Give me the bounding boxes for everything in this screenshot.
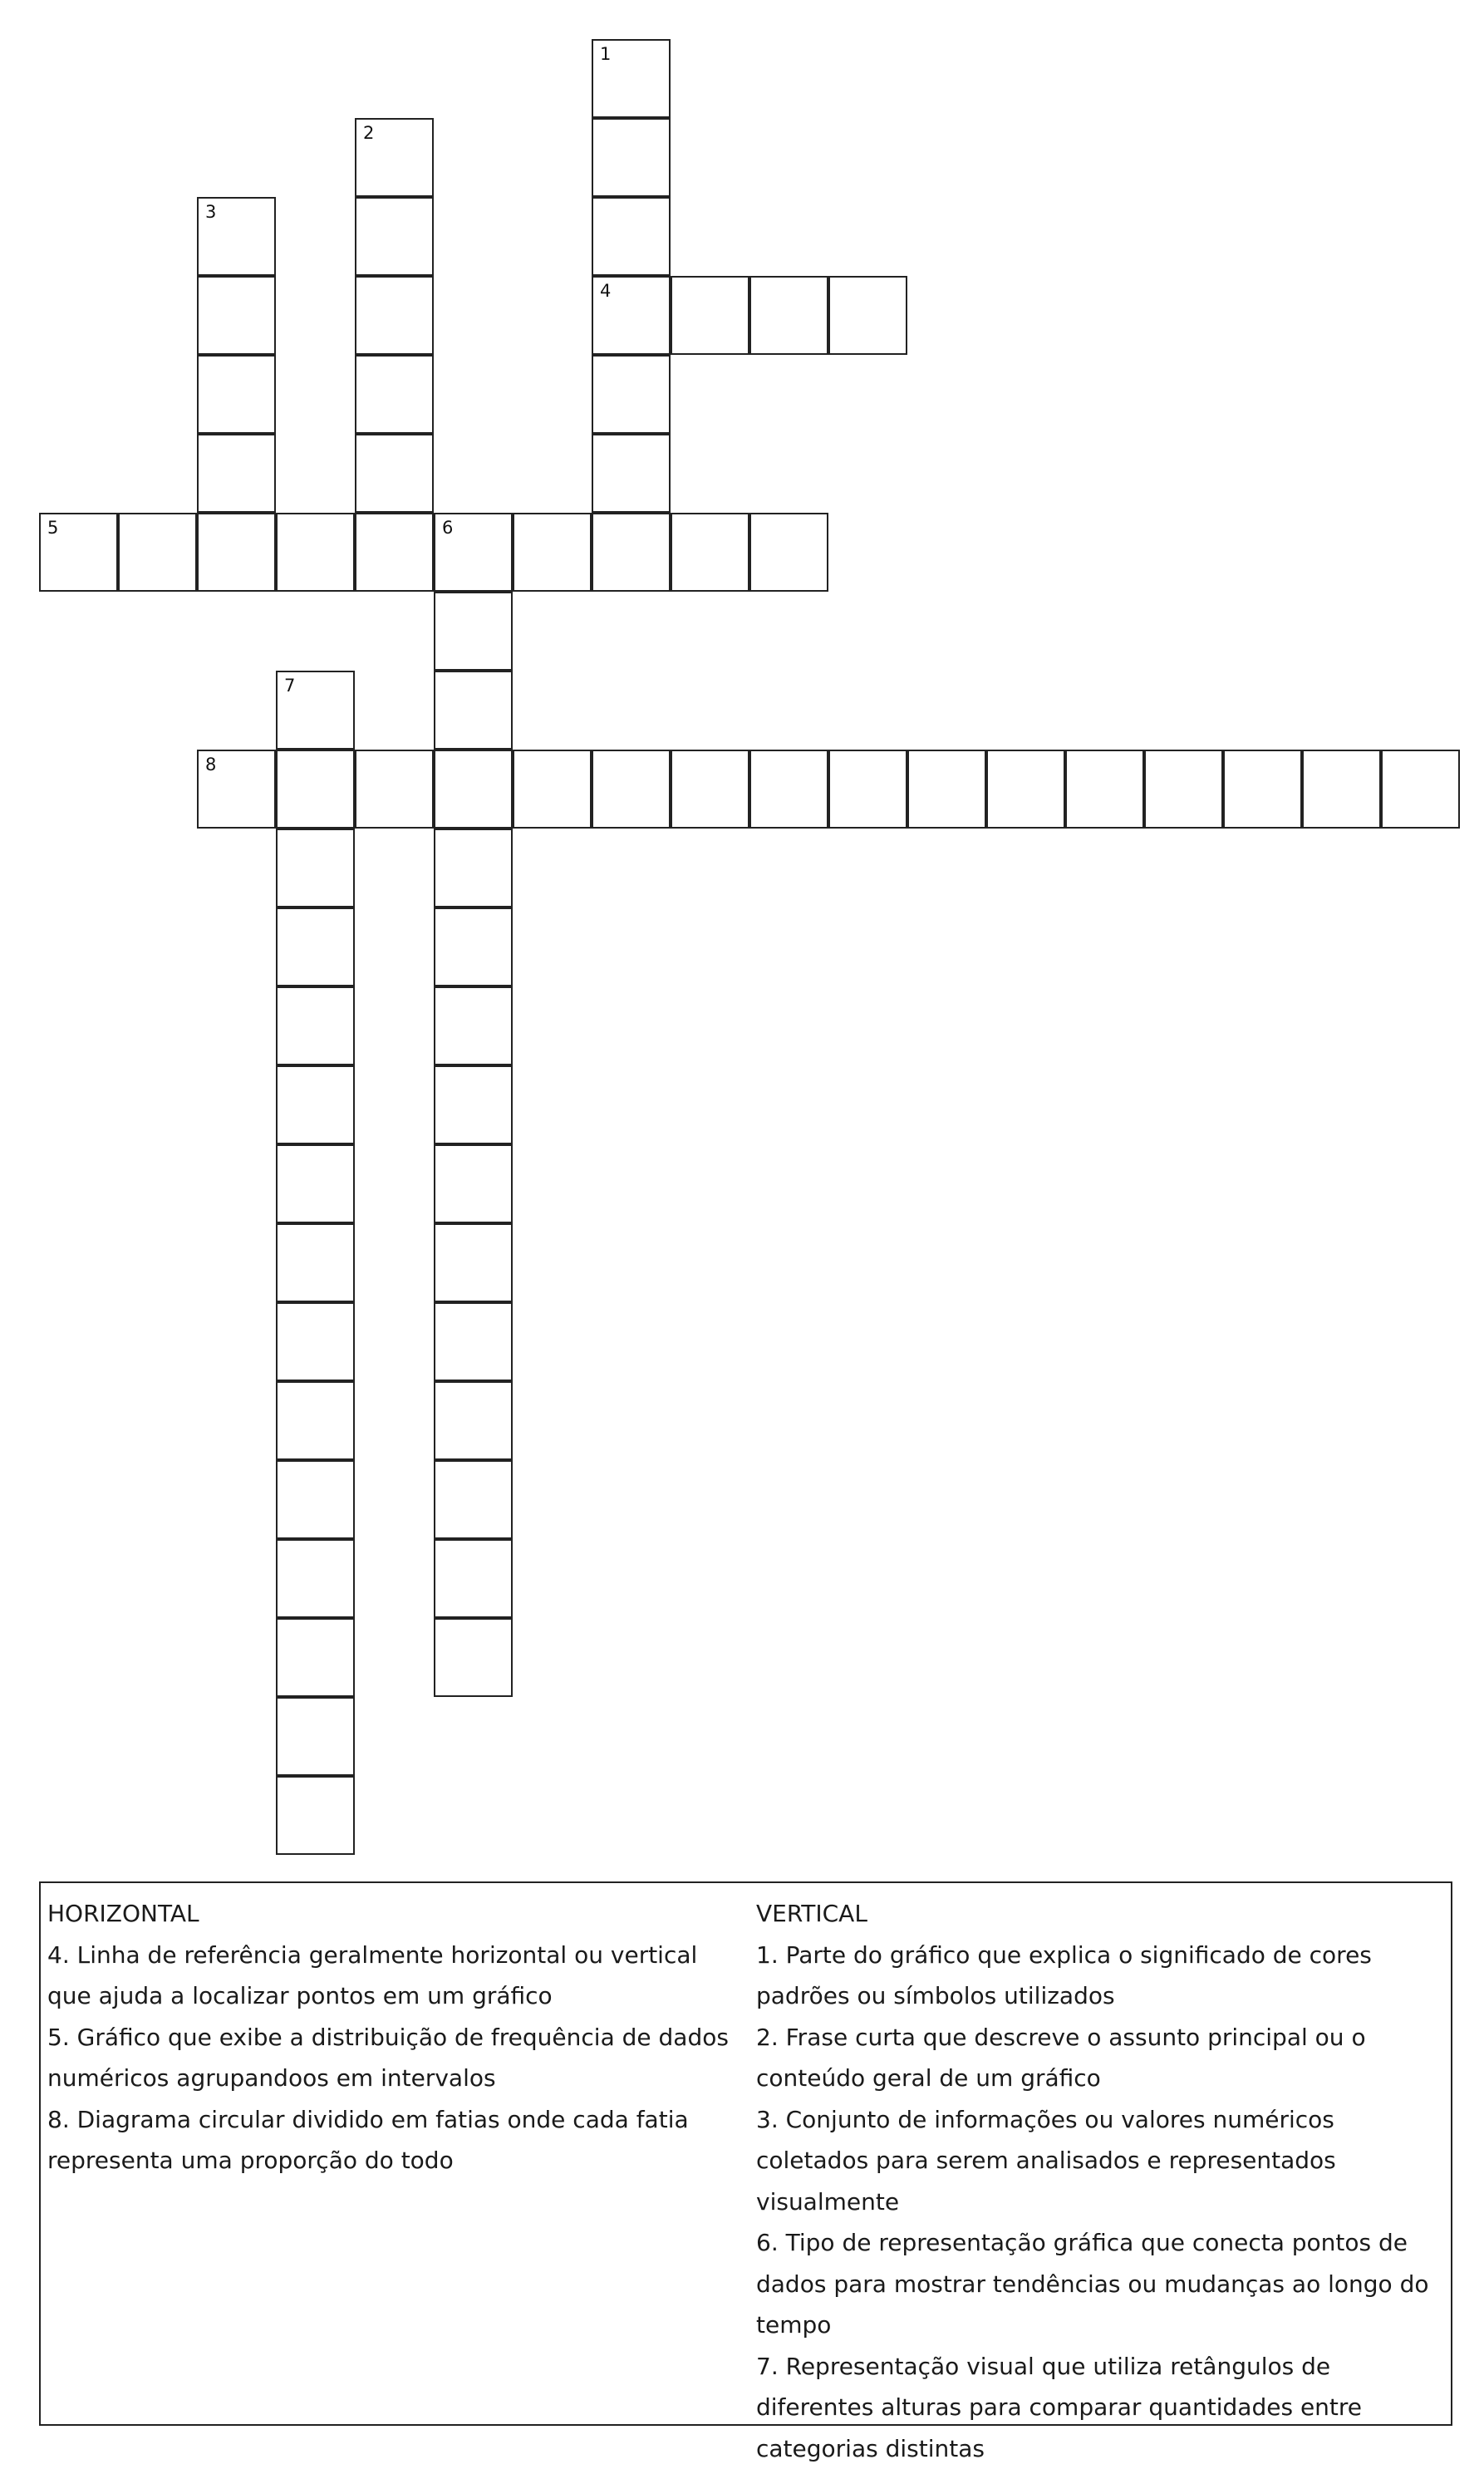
crossword-cell[interactable] bbox=[513, 750, 592, 829]
crossword-cell[interactable] bbox=[434, 1223, 513, 1302]
clue-6-down: 6. Tipo de representação gráfica que conecta pontos de dados para mostrar tendências ou mudanças ao longo do tempo bbox=[756, 2222, 1446, 2346]
clue-5-across: 5. Gráfico que exibe a distribuição de frequência de dados numéricos agrupandoos em intervalos bbox=[47, 2017, 745, 2099]
clue-number: 3 bbox=[205, 204, 216, 221]
horizontal-clues bbox=[47, 1893, 745, 2181]
crossword-cell[interactable] bbox=[355, 434, 434, 513]
crossword-cell[interactable] bbox=[355, 513, 434, 592]
crossword-cell[interactable] bbox=[1144, 750, 1223, 829]
crossword-cell[interactable] bbox=[749, 750, 828, 829]
crossword-cell[interactable] bbox=[276, 1381, 355, 1460]
crossword-cell[interactable] bbox=[592, 750, 671, 829]
clue-1-down: 1. Parte do gráfico que explica o significado de cores padrões ou símbolos utilizados bbox=[756, 1935, 1446, 2017]
crossword-cell[interactable] bbox=[276, 1539, 355, 1618]
crossword-cell[interactable] bbox=[276, 513, 355, 592]
crossword-cell[interactable] bbox=[907, 750, 986, 829]
crossword-cell[interactable] bbox=[828, 276, 907, 355]
vertical-clues bbox=[756, 1893, 1446, 2469]
crossword-cell[interactable] bbox=[671, 276, 749, 355]
horizontal-clues-title: HORIZONTAL bbox=[47, 1893, 745, 1935]
crossword-cell[interactable] bbox=[434, 986, 513, 1065]
crossword-cell[interactable] bbox=[197, 276, 276, 355]
crossword-cell[interactable] bbox=[276, 1144, 355, 1223]
crossword-cell[interactable] bbox=[986, 750, 1065, 829]
crossword-cell[interactable] bbox=[592, 118, 671, 197]
clue-number: 1 bbox=[600, 46, 611, 63]
crossword-cell[interactable] bbox=[197, 513, 276, 592]
crossword-cell[interactable] bbox=[749, 276, 828, 355]
crossword-cell[interactable] bbox=[434, 1065, 513, 1144]
crossword-cell[interactable] bbox=[276, 1697, 355, 1776]
clue-8-across: 8. Diagrama circular dividido em fatias onde cada fatia representa uma proporção do todo bbox=[47, 2099, 745, 2181]
crossword-cell[interactable] bbox=[749, 513, 828, 592]
crossword-cell[interactable] bbox=[434, 592, 513, 671]
crossword-cell[interactable] bbox=[355, 355, 434, 434]
crossword-cell[interactable] bbox=[434, 671, 513, 750]
crossword-cell[interactable] bbox=[592, 39, 671, 118]
crossword-cell[interactable] bbox=[276, 829, 355, 907]
vertical-clues-title: VERTICAL bbox=[756, 1893, 1446, 1935]
crossword-cell[interactable] bbox=[592, 197, 671, 276]
crossword-cell[interactable] bbox=[434, 1302, 513, 1381]
crossword-cell[interactable] bbox=[276, 750, 355, 829]
crossword-cell[interactable] bbox=[276, 1065, 355, 1144]
crossword-cell[interactable] bbox=[828, 750, 907, 829]
crossword-cell[interactable] bbox=[355, 750, 434, 829]
crossword-cell[interactable] bbox=[276, 986, 355, 1065]
crossword-cell[interactable] bbox=[434, 907, 513, 986]
crossword-cell[interactable] bbox=[39, 513, 118, 592]
crossword-cell[interactable] bbox=[276, 1618, 355, 1697]
clue-7-down: 7. Representação visual que utiliza retângulos de diferentes alturas para comparar quantidades entre categorias distintas bbox=[756, 2346, 1446, 2469]
crossword-cell[interactable] bbox=[197, 434, 276, 513]
crossword-cell[interactable] bbox=[197, 355, 276, 434]
crossword-cell[interactable] bbox=[1223, 750, 1302, 829]
clue-4-across: 4. Linha de referência geralmente horizontal ou vertical que ajuda a localizar pontos em um gráfico bbox=[47, 1935, 745, 2017]
crossword-cell[interactable] bbox=[276, 1776, 355, 1855]
crossword-cell[interactable] bbox=[434, 1381, 513, 1460]
clue-number: 8 bbox=[205, 756, 216, 774]
crossword-cell[interactable] bbox=[1381, 750, 1460, 829]
crossword-cell[interactable] bbox=[434, 1539, 513, 1618]
clue-number: 6 bbox=[442, 519, 453, 537]
crossword-cell[interactable] bbox=[434, 1144, 513, 1223]
crossword-cell[interactable] bbox=[276, 1460, 355, 1539]
crossword-cell[interactable] bbox=[434, 750, 513, 829]
crossword-cell[interactable] bbox=[592, 276, 671, 355]
crossword-cell[interactable] bbox=[434, 513, 513, 592]
crossword-cell[interactable] bbox=[592, 434, 671, 513]
crossword-cell[interactable] bbox=[276, 1302, 355, 1381]
crossword-cell[interactable] bbox=[197, 197, 276, 276]
crossword-cell[interactable] bbox=[1065, 750, 1144, 829]
crossword-cell[interactable] bbox=[434, 1618, 513, 1697]
crossword-cell[interactable] bbox=[434, 1460, 513, 1539]
clue-number: 2 bbox=[363, 125, 374, 142]
crossword-cell[interactable] bbox=[1302, 750, 1381, 829]
clue-number: 5 bbox=[47, 519, 58, 537]
crossword-cell[interactable] bbox=[592, 355, 671, 434]
crossword-cell[interactable] bbox=[513, 513, 592, 592]
crossword-cell[interactable] bbox=[355, 197, 434, 276]
clue-number: 4 bbox=[600, 283, 611, 300]
crossword-cell[interactable] bbox=[197, 750, 276, 829]
crossword-cell[interactable] bbox=[671, 750, 749, 829]
crossword-cell[interactable] bbox=[434, 829, 513, 907]
clue-number: 7 bbox=[284, 677, 295, 695]
clues-box bbox=[39, 1881, 1452, 2426]
crossword-cell[interactable] bbox=[592, 513, 671, 592]
clue-2-down: 2. Frase curta que descreve o assunto principal ou o conteúdo geral de um gráfico bbox=[756, 2017, 1446, 2099]
crossword-cell[interactable] bbox=[671, 513, 749, 592]
clue-3-down: 3. Conjunto de informações ou valores numéricos coletados para serem analisados e representados visualmente bbox=[756, 2099, 1446, 2223]
crossword-cell[interactable] bbox=[355, 118, 434, 197]
crossword-cell[interactable] bbox=[276, 671, 355, 750]
crossword-cell[interactable] bbox=[276, 907, 355, 986]
crossword-cell[interactable] bbox=[118, 513, 197, 592]
crossword-cell[interactable] bbox=[276, 1223, 355, 1302]
crossword-cell[interactable] bbox=[355, 276, 434, 355]
